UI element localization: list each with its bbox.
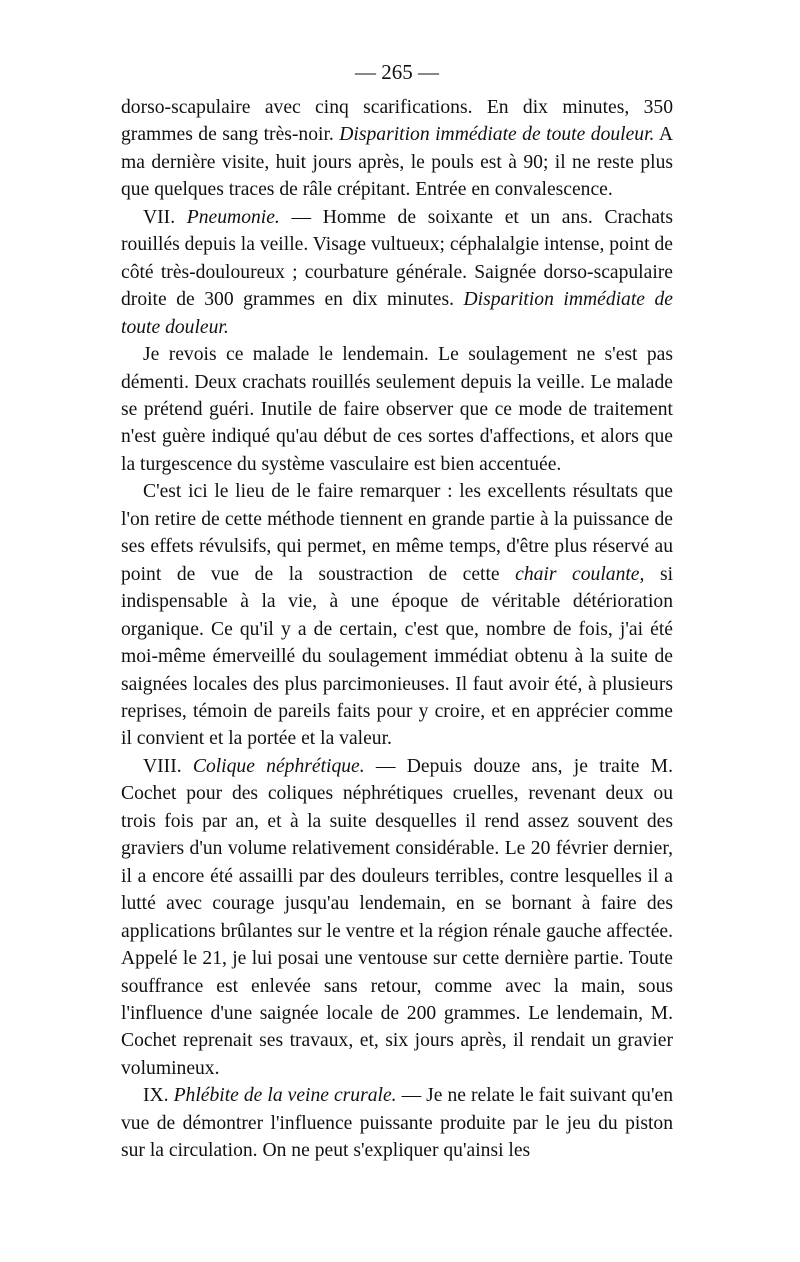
italic-text: chair coulante,	[515, 563, 645, 585]
paragraph	[121, 94, 673, 204]
italic-text: Pneumonie.	[186, 206, 280, 228]
text-run: — Depuis douze ans, je traite M. Cochet pour des coliques néphrétiques cruelles, revenant deux ou trois fois par an, et à la suite desquelles il rend assez souvent des graviers d'un volume relativement considérable. Le 20 février dernier, il a encore été assailli par des douleurs terribles, contre lesquelles il a lutté avec courage jusqu'au lendemain, en se bornant à faire des applications brûlantes sur le ventre et la région rénale gauche affectée. Appelé le 21, je lui posai une ventouse sur cette dernière partie. Toute souffrance est enlevée sans retour, comme avec la main, sous l'influence d'une saignée locale de 200 grammes. Le lendemain, M. Cochet reprenait ses travaux, et, six jours après, il rendait un gravier volumineux.	[121, 755, 673, 1079]
text-run: — Je ne relate le fait suivant qu'en vue de démontrer l'influence puissante produite par le jeu du piston sur la circulation. On ne peut s'expliquer qu'ainsi les	[121, 1085, 673, 1162]
italic-text: Disparition immédiate de toute douleur.	[121, 289, 674, 338]
italic-text: Phlébite de la veine crurale.	[173, 1085, 397, 1107]
text-run: C'est ici le lieu de le faire remarquer : les excellents résultats que l'on retire de cette méthode tiennent en grande partie à la puissance de ses effets révulsifs, qui permet, en même temps, d'être plus réservé au point de vue de la soustraction de cette	[121, 481, 673, 585]
book-page	[121, 58, 673, 1165]
paragraph	[121, 341, 673, 478]
paragraph	[121, 478, 673, 753]
paragraph	[121, 753, 673, 1082]
text-run: A ma dernière visite, huit jours après, le pouls est à 90; il ne reste plus que quelques traces de râle crépitant. Entrée en convalescence.	[121, 124, 673, 201]
text-run: si indispensable à la vie, à une époque de véritable détérioration organique. Ce qu'il y a de certain, c'est que, nombre de fois, j'ai été moi-même émerveillé du soulagement immédiat obtenu à la suite de saignées locales des plus parcimonieuses. Il faut avoir été, à plusieurs reprises, témoin de pareils faits pour y croire, et en apprécier comme il convient et la portée et la valeur.	[121, 563, 674, 750]
text-run: VIII.	[143, 755, 193, 777]
text-run: Je revois ce malade le lendemain. Le soulagement ne s'est pas démenti. Deux crachats rouillés seulement depuis la veille. Le malade se prétend guéri. Inutile de faire observer que ce mode de traitement n'est guère indiqué qu'au début de ces sortes d'affections, et alors que la turgescence du système vasculaire est bien accentuée.	[121, 344, 673, 475]
text-run: — Homme de soixante et un ans. Crachats rouillés depuis la veille. Visage vultueux; céphalalgie intense, point de côté très-douloureux ; courbature générale. Saignée dorso-scapulaire droite de 300 grammes en dix minutes.	[121, 206, 674, 311]
page-number: — 265 —	[355, 60, 439, 84]
paragraph	[121, 1082, 673, 1164]
text-run: VII.	[143, 206, 187, 228]
body-text	[121, 94, 673, 1165]
text-run: IX.	[143, 1085, 174, 1107]
text-run: dorso-scapulaire avec cinq scarifications. En dix minutes, 350 grammes de sang très-noir.	[121, 97, 673, 146]
italic-text: Colique néphrétique.	[192, 755, 365, 777]
paragraph	[121, 204, 673, 341]
italic-text: Disparition immédiate de toute douleur.	[339, 124, 655, 146]
